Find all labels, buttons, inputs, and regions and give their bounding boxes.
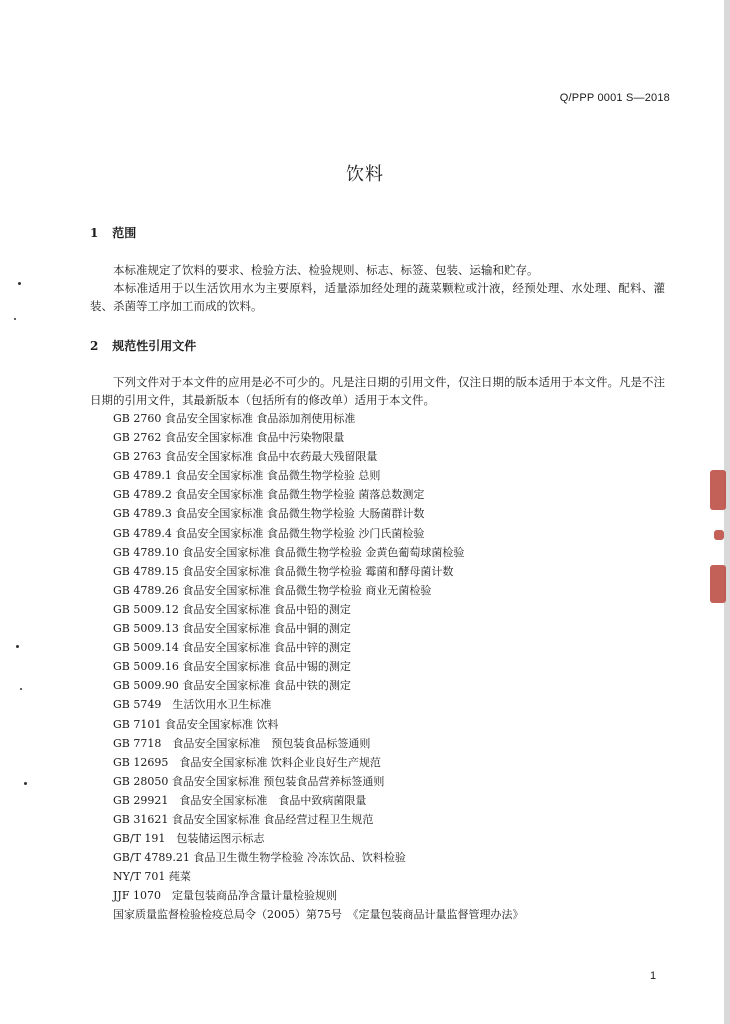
- reference-item: GB/T 191 包装储运图示标志: [113, 832, 265, 846]
- reference-list: [113, 409, 673, 925]
- reference-item: GB 29921 食品安全国家标准 食品中致病菌限量: [113, 793, 367, 807]
- reference-item: NY/T 701 莼菜: [113, 870, 191, 884]
- reference-item: GB 2760 食品安全国家标准 食品添加剂使用标准: [113, 412, 356, 425]
- reference-item: GB 4789.10 食品安全国家标准 食品微生物学检验 金黄色葡萄球菌检验: [113, 545, 465, 559]
- reference-item: GB 7718 食品安全国家标准 预包装食品标签通则: [113, 736, 371, 750]
- scan-speck: [24, 782, 27, 785]
- section-number: 2: [90, 339, 99, 353]
- reference-item: GB 4789.2 食品安全国家标准 食品微生物学检验 菌落总数测定: [113, 488, 425, 502]
- page-number: 1: [650, 970, 657, 982]
- seal-stamp-fragment: [714, 530, 724, 540]
- scope-paragraph-2: 本标准适用于以生活饮用水为主要原料，适量添加经处理的蔬菜颗粒或汁液，经预处理、水处理、配料、灌装、杀菌等工序加工而成的饮料。: [90, 281, 665, 313]
- scan-speck: [18, 282, 21, 285]
- section-title: 规范性引用文件: [112, 339, 197, 353]
- reference-item: GB 2762 食品安全国家标准 食品中污染物限量: [113, 431, 345, 445]
- references-intro: 下列文件对于本文件的应用是必不可少的。凡是注日期的引用文件，仅注日期的版本适用于本文件。凡是不注日期的引用文件，其最新版本（包括所有的修改单）适用于本文件。: [90, 375, 665, 407]
- reference-item: GB 4789.3 食品安全国家标准 食品微生物学检验 大肠菌群计数: [113, 507, 425, 521]
- section-1-heading: [90, 224, 136, 241]
- reference-item: GB 5009.90 食品安全国家标准 食品中铁的测定: [113, 679, 351, 693]
- reference-item: 国家质量监督检验检疫总局令（2005）第75号 《定量包装商品计量监督管理办法》: [113, 908, 524, 922]
- reference-item: GB 31621 食品安全国家标准 食品经营过程卫生规范: [113, 812, 374, 826]
- scope-paragraph-1: 本标准规定了饮料的要求、检验方法、检验规则、标志、标签、包装、运输和贮存。: [113, 263, 539, 277]
- section-2-heading: [90, 337, 196, 354]
- reference-item: GB 5009.12 食品安全国家标准 食品中铅的测定: [113, 602, 351, 616]
- page-title: 饮料: [346, 164, 384, 185]
- scan-speck: [20, 688, 22, 690]
- seal-stamp-fragment: [710, 565, 726, 603]
- reference-item: GB 28050 食品安全国家标准 预包装食品营养标签通则: [113, 774, 385, 788]
- reference-item: GB 5009.14 食品安全国家标准 食品中锌的测定: [113, 641, 351, 655]
- section-title: 范围: [112, 226, 137, 240]
- reference-item: GB 4789.1 食品安全国家标准 食品微生物学检验 总则: [113, 469, 381, 483]
- reference-item: GB 5749 生活饮用水卫生标准: [113, 698, 272, 712]
- reference-item: GB/T 4789.21 食品卫生微生物学检验 冷冻饮品、饮料检验: [113, 851, 406, 865]
- reference-item: GB 2763 食品安全国家标准 食品中农药最大残留限量: [113, 450, 378, 464]
- reference-item: GB 7101 食品安全国家标准 饮料: [113, 717, 279, 731]
- document-code: Q/PPP 0001 S—2018: [559, 92, 670, 104]
- section-number: 1: [90, 226, 99, 240]
- reference-item: GB 4789.15 食品安全国家标准 食品微生物学检验 霉菌和酵母菌计数: [113, 564, 454, 578]
- reference-item: GB 4789.26 食品安全国家标准 食品微生物学检验 商业无菌检验: [113, 583, 432, 597]
- reference-item: GB 5009.13 食品安全国家标准 食品中铜的测定: [113, 622, 351, 636]
- reference-item: JJF 1070 定量包装商品净含量计量检验规则: [113, 889, 337, 903]
- scan-speck: [16, 645, 19, 648]
- reference-item: GB 5009.16 食品安全国家标准 食品中锡的测定: [113, 660, 351, 674]
- page-edge-shadow: [724, 0, 730, 1024]
- reference-item: GB 12695 食品安全国家标准 饮料企业良好生产规范: [113, 755, 381, 769]
- scan-speck: [14, 318, 16, 320]
- seal-stamp-fragment: [710, 470, 726, 510]
- reference-item: GB 4789.4 食品安全国家标准 食品微生物学检验 沙门氏菌检验: [113, 526, 425, 540]
